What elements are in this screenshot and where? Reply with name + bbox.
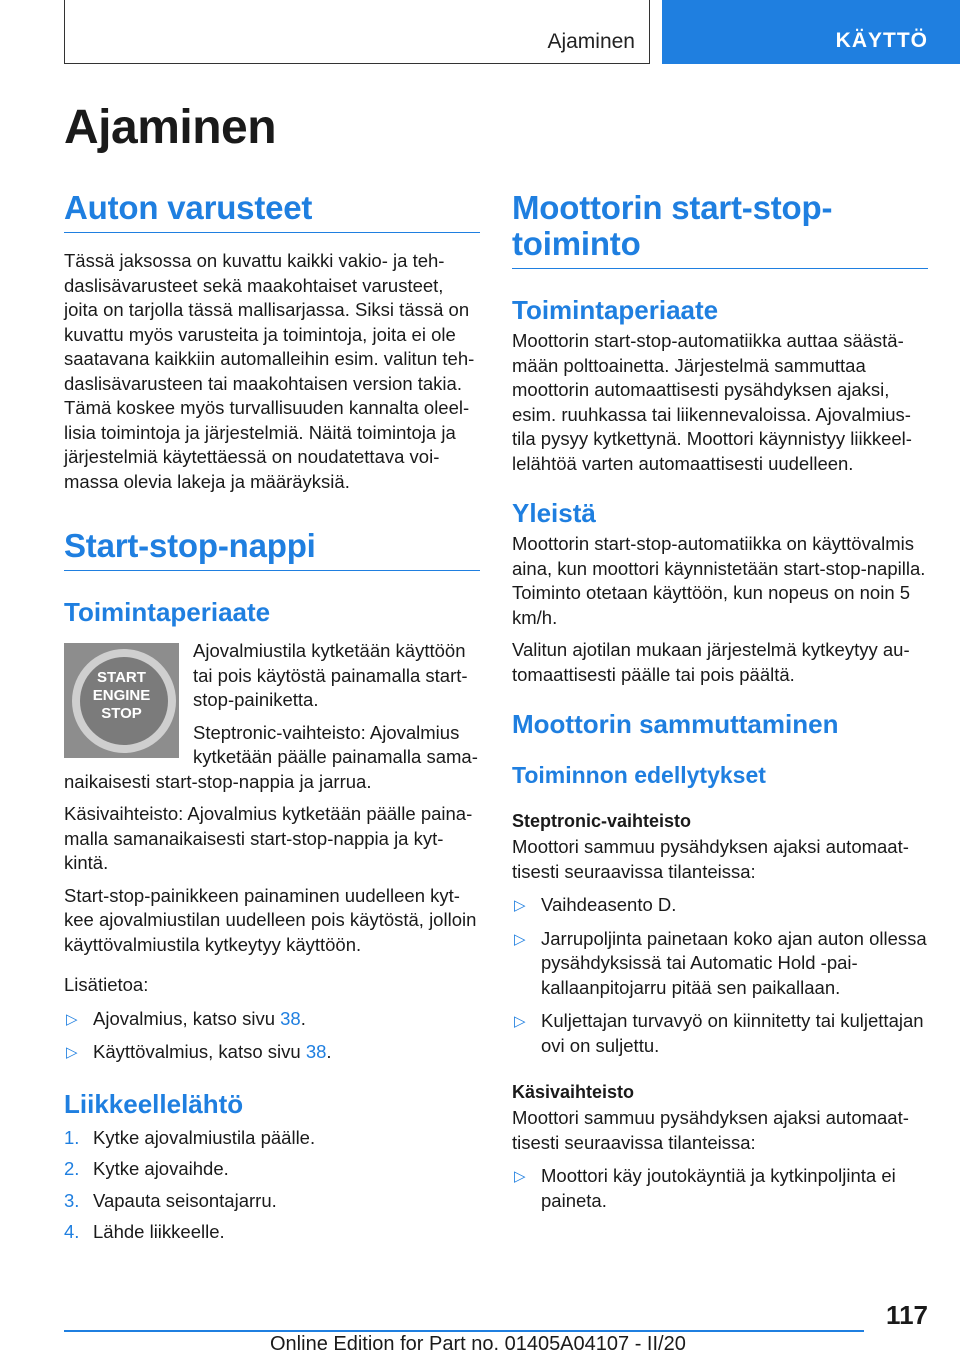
right-column: [512, 190, 928, 1213]
subheading-yleista: Yleistä: [512, 498, 596, 528]
page-number: 117: [886, 1300, 928, 1330]
heading-kasivaihteisto: Käsivaihteisto: [512, 1082, 635, 1102]
heading-start-stop-toiminto: Moottorin start-stop-toiminto: [512, 190, 928, 269]
left-column: [64, 190, 480, 1245]
list-item: 1. Kytke ajovalmiustila päälle.: [64, 1126, 316, 1148]
paragraph-steptronic-tilanteet: Moottori sammuu pysähdyksen ajaksi automaattisesti seuraavissa tilanteissa:: [512, 836, 909, 882]
list-item: ▷ Käyttövalmius, katso sivu 38.: [64, 1040, 480, 1065]
paragraph-ajotila: Valitun ajotilan mukaan järjestelmä kytkeytyy automaattisesti päälle tai pois päältä.: [512, 639, 910, 685]
list-item: ▷ Vaihdeasento D.: [512, 893, 928, 918]
paragraph-ajovalmius: Ajovalmiustila kytketään käyttöön tai pois käytöstä painamalla start-stop-painiketta.: [193, 640, 468, 710]
button-label: START ENGINE STOP: [92, 669, 151, 722]
header-section-label: Ajaminen: [547, 30, 635, 53]
subheading-edellytykset: Toiminnon edellytykset: [512, 762, 766, 788]
page-link-38[interactable]: 38: [280, 1007, 301, 1029]
page-link-38[interactable]: 38: [305, 1041, 327, 1062]
footer-divider: [64, 1330, 864, 1332]
steps-list: [64, 1126, 480, 1245]
list-item: ▷ Kuljettajan turvavyö on kiinnitetty tai kuljettajan ovi on suljettu.: [512, 1009, 928, 1058]
paragraph-kasivaihteisto-tilanteet: Moottori sammuu pysähdyksen ajaksi automaattisesti seuraavissa tilanteissa:: [512, 1107, 909, 1153]
list-item: ▷ Jarrupoljinta painetaan koko ajan auton ollessa pysähdyksissä tai Automatic Hold -paikallaanpitojarru pitää sen paikallaan.: [512, 927, 928, 1001]
paragraph-toimintaperiaate: Moottorin start-stop-automatiikka auttaa säästämään polttoainetta. Järjestelmä sammuttaa moottorin automaattisesti pysähdyksen ajaksi, esim. ruuhkassa tai liikennevaloissa. Ajovalmiustila pysyy kytkettynä. Moottori käynnistyy liikkeellelähtöä varten automaattisesti uudelleen.: [512, 330, 912, 474]
heading-auton-varusteet: Auton varusteet: [64, 190, 480, 233]
steptronic-conditions: [512, 893, 928, 1058]
list-item: 2. Kytke ajovaihde.: [64, 1158, 229, 1179]
page-title: Ajaminen: [64, 101, 277, 154]
paragraph-steptronic: Steptronic-vaihteisto: Ajovalmius kytketään päälle painamalla samanaikaisesti start-stop-nappia ja jarrua.: [64, 721, 478, 792]
paragraph-varusteet: Tässä jaksossa on kuvattu kaikki vakio- ja tehdaslisävarusteet sekä maakohtaiset varusteet, joita on tarjolla tässä mallisarjassa. Siksi tässä on kuvattu myös varusteita ja toimintoja, joita ei ole saatavana kaikkiin automalleihin esim. valitun tehdaslisävarusteen tai maakohtaisen version takia. Tämä koskee myös turvallisuuden kannalta oleellisia toimintoja ja järjestelmiä. Näitä toimintoja ja järjestelmiä käytettäessä on noudatettava voimassa olevia lakeja ja määräyksiä.: [64, 250, 475, 492]
paragraph-painaminen: Start-stop-painikkeen painaminen uudelleen kytkee ajovalmiustilan uudelleen pois käytöstä, jolloin käyttövalmiustila kytkeytyy käyttöön.: [64, 884, 477, 955]
subheading-toimintaperiaate: Toimintaperiaate: [64, 597, 271, 627]
subheading-liikkeellelahto: Liikkeellelähtö: [64, 1088, 244, 1119]
paragraph-kasivaihteisto: Käsivaihteisto: Ajovalmius kytketään päälle painamalla samanaikaisesti start-stop-nappia ja kytkintä.: [64, 803, 473, 873]
header-chapter-label: KÄYTTÖ: [835, 29, 928, 52]
subheading-toimintaperiaate: Toimintaperiaate: [512, 295, 719, 325]
manual-conditions: [512, 1164, 928, 1213]
header-section-tab: [64, 0, 650, 64]
paragraph-yleista: Moottorin start-stop-automatiikka on käyttövalmis aina, kun moottori käynnistetään start-stop-napilla. Toiminto otetaan käyttöön, kun nopeus on noin 5 km/h.: [512, 533, 926, 628]
list-item: 4. Lähde liikkeelle.: [64, 1221, 225, 1242]
header-chapter-tab: [662, 0, 960, 64]
reference-list: [64, 1007, 480, 1065]
footer-edition: Online Edition for Part no. 01405A04107 - II/20: [270, 1333, 686, 1355]
start-stop-button-image: [64, 643, 179, 758]
list-item: ▷ Moottori käy joutokäyntiä ja kytkinpoljinta ei paineta.: [512, 1164, 928, 1213]
list-item: ▷ Ajovalmius, katso sivu 38.: [64, 1007, 480, 1032]
heading-start-stop-nappi: Start-stop-nappi: [64, 528, 480, 571]
list-item: 3. Vapauta seisontajarru.: [64, 1189, 277, 1211]
subheading-sammuttaminen: Moottorin sammuttaminen: [512, 709, 839, 739]
heading-steptronic: Steptronic-vaihteisto: [512, 811, 692, 831]
paragraph-lisatietoa: Lisätietoa:: [64, 974, 149, 995]
